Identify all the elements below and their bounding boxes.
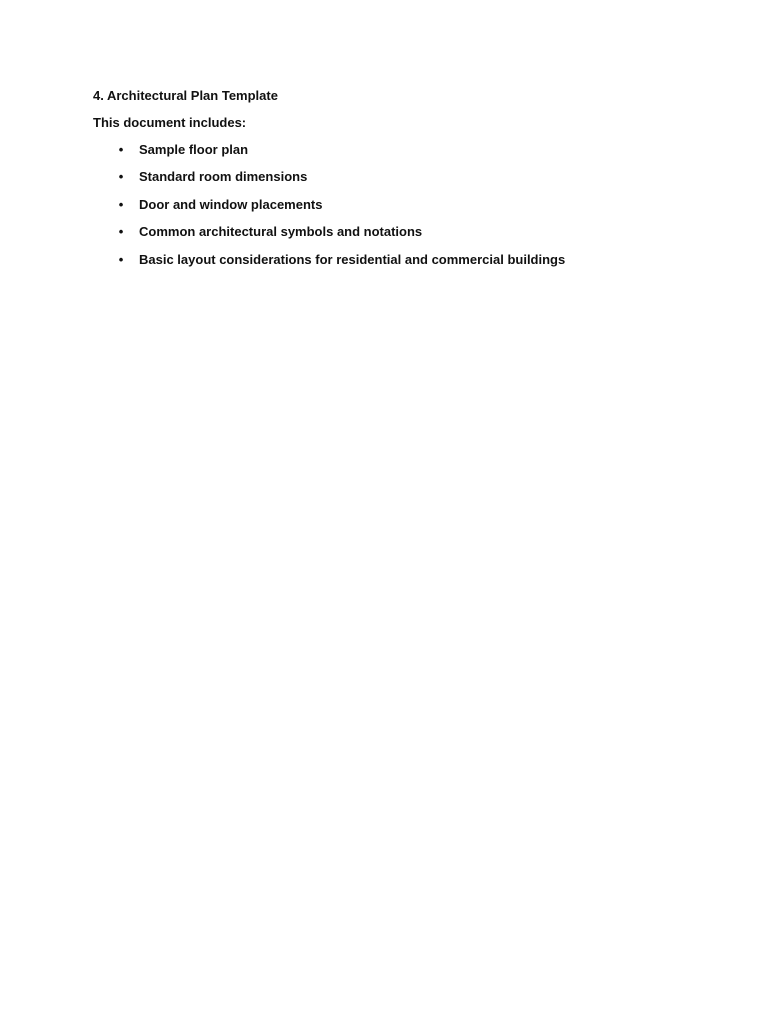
list-item-text: Standard room dimensions	[139, 169, 308, 185]
bullet-icon: •	[118, 196, 124, 212]
bullet-icon: •	[118, 169, 124, 185]
intro-text: This document includes:	[93, 115, 247, 130]
list-item	[93, 168, 713, 185]
bullet-icon: •	[118, 142, 124, 157]
list-item-text: Basic layout considerations for residential and commercial buildings	[139, 251, 566, 267]
list-item	[93, 223, 713, 240]
list-item	[93, 141, 713, 158]
bullet-icon: •	[118, 251, 124, 267]
list-item-text: Sample floor plan	[139, 142, 249, 157]
list-item-text: Door and window placements	[139, 196, 323, 212]
bullet-icon: •	[118, 224, 124, 240]
list-item	[93, 251, 713, 268]
section-heading: 4. Architectural Plan Template	[93, 88, 278, 103]
document-body	[93, 87, 713, 278]
bullet-list	[93, 141, 713, 268]
list-item	[93, 196, 713, 213]
list-item-text: Common architectural symbols and notations	[139, 224, 423, 240]
